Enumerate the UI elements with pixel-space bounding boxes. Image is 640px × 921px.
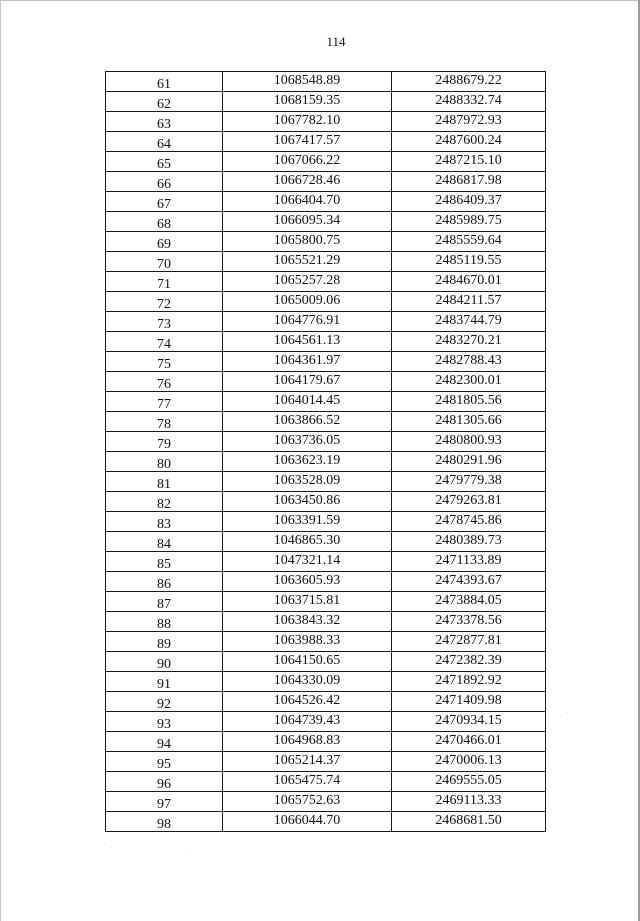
point-number-cell [106,492,223,512]
table-row [106,352,546,372]
y-coordinate-cell [392,72,546,92]
x-coordinate-value: 1065521.29 [273,253,341,268]
table-row [106,272,546,292]
x-coordinate-value: 1063715.81 [273,593,341,608]
x-coordinate-cell [223,772,392,792]
y-coordinate-value: 2488332.74 [435,93,502,108]
y-coordinate-value: 2479263.81 [435,493,502,508]
point-number-value: 67 [157,197,171,212]
point-number-cell [106,92,223,112]
x-coordinate-cell [223,392,392,412]
table-row [106,552,546,572]
x-coordinate-cell [223,212,392,232]
point-number-value: 98 [157,817,171,832]
y-coordinate-cell [392,732,546,752]
y-coordinate-value: 2479779.38 [435,473,502,488]
table-row [106,92,546,112]
x-coordinate-cell [223,72,392,92]
point-number-value: 90 [157,657,171,672]
scan-speck [186,849,187,850]
point-number-value: 64 [157,137,171,152]
point-number-value: 85 [157,557,171,572]
point-number-cell [106,672,223,692]
x-coordinate-cell [223,272,392,292]
y-coordinate-value: 2484670.01 [435,273,502,288]
point-number-value: 61 [157,77,171,92]
point-number-value: 86 [157,577,171,592]
y-coordinate-value: 2488679.22 [435,73,502,88]
point-number-value: 73 [157,317,171,332]
y-coordinate-cell [392,672,546,692]
coordinate-table-body [106,72,546,832]
y-coordinate-value: 2471133.89 [435,553,502,568]
x-coordinate-cell [223,472,392,492]
x-coordinate-cell [223,452,392,472]
x-coordinate-cell [223,512,392,532]
point-number-value: 63 [157,117,171,132]
y-coordinate-cell [392,312,546,332]
y-coordinate-cell [392,472,546,492]
x-coordinate-cell [223,152,392,172]
point-number-value: 69 [157,237,171,252]
y-coordinate-cell [392,112,546,132]
point-number-value: 79 [157,437,171,452]
point-number-value: 70 [157,257,171,272]
x-coordinate-cell [223,732,392,752]
x-coordinate-value: 1064014.45 [273,393,341,408]
table-row [106,792,546,812]
x-coordinate-value: 1065257.28 [273,273,341,288]
x-coordinate-value: 1064361.97 [273,353,341,368]
x-coordinate-value: 1063605.93 [273,573,341,588]
point-number-cell [106,432,223,452]
point-number-cell [106,752,223,772]
x-coordinate-cell [223,652,392,672]
point-number-cell [106,732,223,752]
point-number-value: 97 [157,797,171,812]
y-coordinate-cell [392,752,546,772]
y-coordinate-value: 2480291.96 [435,453,502,468]
point-number-value: 87 [157,597,171,612]
y-coordinate-cell [392,772,546,792]
y-coordinate-value: 2486409.37 [435,193,502,208]
x-coordinate-value: 1063866.52 [273,413,341,428]
x-coordinate-cell [223,632,392,652]
y-coordinate-cell [392,612,546,632]
page-number: 114 [326,34,346,49]
table-row [106,112,546,132]
x-coordinate-value: 1063391.59 [273,513,341,528]
y-coordinate-value: 2487600.24 [435,133,502,148]
x-coordinate-cell [223,352,392,372]
point-number-cell [106,152,223,172]
x-coordinate-cell [223,692,392,712]
y-coordinate-value: 2483744.79 [435,313,502,328]
x-coordinate-cell [223,172,392,192]
table-row [106,292,546,312]
point-number-cell [106,512,223,532]
table-row [106,652,546,672]
point-number-cell [106,352,223,372]
y-coordinate-value: 2472877.81 [435,633,502,648]
y-coordinate-value: 2480389.73 [435,533,502,548]
y-coordinate-cell [392,252,546,272]
point-number-cell [106,212,223,232]
point-number-cell [106,392,223,412]
table-row [106,192,546,212]
table-row [106,392,546,412]
point-number-value: 83 [157,517,171,532]
point-number-value: 75 [157,357,171,372]
point-number-cell [106,552,223,572]
y-coordinate-cell [392,92,546,112]
table-row [106,332,546,352]
point-number-cell [106,252,223,272]
y-coordinate-value: 2478745.86 [435,513,502,528]
x-coordinate-value: 1063450.86 [273,493,341,508]
point-number-value: 76 [157,377,171,392]
x-coordinate-value: 1064526.42 [273,693,341,708]
x-coordinate-cell [223,812,392,832]
x-coordinate-value: 1064968.83 [273,733,341,748]
point-number-value: 94 [157,737,171,752]
point-number-value: 88 [157,617,171,632]
y-coordinate-value: 2470466.01 [435,733,502,748]
point-number-cell [106,792,223,812]
x-coordinate-cell [223,572,392,592]
y-coordinate-cell [392,512,546,532]
x-coordinate-value: 1046865.30 [273,533,341,548]
table-row [106,472,546,492]
y-coordinate-cell [392,212,546,232]
point-number-value: 92 [157,697,171,712]
x-coordinate-cell [223,672,392,692]
table-row [106,252,546,272]
y-coordinate-value: 2473884.05 [435,593,502,608]
point-number-cell [106,812,223,832]
y-coordinate-cell [392,552,546,572]
x-coordinate-value: 1065800.75 [273,233,341,248]
y-coordinate-cell [392,172,546,192]
table-row [106,512,546,532]
y-coordinate-value: 2469555.05 [435,773,502,788]
y-coordinate-value: 2485119.55 [435,253,502,268]
x-coordinate-cell [223,592,392,612]
y-coordinate-cell [392,292,546,312]
x-coordinate-cell [223,332,392,352]
point-number-value: 80 [157,457,171,472]
x-coordinate-cell [223,192,392,212]
table-row [106,632,546,652]
point-number-value: 65 [157,157,171,172]
x-coordinate-cell [223,112,392,132]
point-number-cell [106,312,223,332]
point-number-cell [106,412,223,432]
x-coordinate-value: 1064150.65 [273,653,341,668]
table-row [106,212,546,232]
table-row [106,732,546,752]
x-coordinate-value: 1068548.89 [273,73,341,88]
point-number-value: 89 [157,637,171,652]
x-coordinate-value: 1067782.10 [273,113,341,128]
y-coordinate-cell [392,632,546,652]
x-coordinate-cell [223,252,392,272]
x-coordinate-cell [223,292,392,312]
x-coordinate-value: 1066728.46 [273,173,341,188]
point-number-cell [106,472,223,492]
y-coordinate-cell [392,332,546,352]
point-number-cell [106,532,223,552]
y-coordinate-cell [392,392,546,412]
table-row [106,72,546,92]
point-number-cell [106,192,223,212]
y-coordinate-value: 2471892.92 [435,673,502,688]
y-coordinate-cell [392,692,546,712]
table-row [106,232,546,252]
y-coordinate-value: 2485989.75 [435,213,502,228]
point-number-value: 78 [157,417,171,432]
x-coordinate-cell [223,132,392,152]
x-coordinate-cell [223,532,392,552]
y-coordinate-cell [392,412,546,432]
x-coordinate-value: 1064561.13 [273,333,341,348]
point-number-cell [106,592,223,612]
point-number-cell [106,292,223,312]
table-row [106,772,546,792]
table-row [106,572,546,592]
point-number-cell [106,232,223,252]
x-coordinate-cell [223,432,392,452]
x-coordinate-cell [223,232,392,252]
y-coordinate-cell [392,452,546,472]
point-number-value: 62 [157,97,171,112]
x-coordinate-cell [223,92,392,112]
y-coordinate-cell [392,352,546,372]
y-coordinate-cell [392,372,546,392]
table-row [106,172,546,192]
x-coordinate-cell [223,492,392,512]
table-row [106,692,546,712]
y-coordinate-cell [392,432,546,452]
y-coordinate-cell [392,572,546,592]
x-coordinate-value: 1065009.06 [273,293,341,308]
point-number-cell [106,72,223,92]
point-number-value: 95 [157,757,171,772]
x-coordinate-cell [223,372,392,392]
x-coordinate-value: 1063843.32 [273,613,341,628]
x-coordinate-cell [223,792,392,812]
y-coordinate-value: 2487972.93 [435,113,502,128]
y-coordinate-value: 2484211.57 [435,293,502,308]
x-coordinate-value: 1064776.91 [273,313,341,328]
x-coordinate-value: 1065475.74 [273,773,341,788]
scan-speck [110,847,111,848]
y-coordinate-value: 2472382.39 [435,653,502,668]
table-row [106,372,546,392]
x-coordinate-value: 1066404.70 [273,193,341,208]
table-row [106,312,546,332]
y-coordinate-value: 2470934.15 [435,713,502,728]
y-coordinate-value: 2470006.13 [435,753,502,768]
y-coordinate-cell [392,192,546,212]
x-coordinate-value: 1065752.63 [273,793,341,808]
point-number-value: 93 [157,717,171,732]
y-coordinate-cell [392,532,546,552]
point-number-cell [106,652,223,672]
table-row [106,492,546,512]
table-row [106,812,546,832]
table-row [106,132,546,152]
y-coordinate-cell [392,712,546,732]
y-coordinate-value: 2485559.64 [435,233,502,248]
table-row [106,612,546,632]
y-coordinate-cell [392,492,546,512]
y-coordinate-value: 2480800.93 [435,433,502,448]
point-number-cell [106,772,223,792]
x-coordinate-cell [223,552,392,572]
point-number-value: 96 [157,777,171,792]
y-coordinate-value: 2471409.98 [435,693,502,708]
point-number-cell [106,712,223,732]
table-row [106,592,546,612]
table-row [106,712,546,732]
point-number-cell [106,632,223,652]
x-coordinate-value: 1068159.35 [273,93,341,108]
x-coordinate-cell [223,612,392,632]
x-coordinate-value: 1067417.57 [273,133,341,148]
y-coordinate-cell [392,152,546,172]
y-coordinate-value: 2481305.66 [435,413,502,428]
y-coordinate-value: 2474393.67 [435,573,502,588]
x-coordinate-value: 1065214.37 [273,753,341,768]
table-row [106,152,546,172]
point-number-value: 74 [157,337,171,352]
point-number-value: 68 [157,217,171,232]
scan-speck [566,712,567,713]
point-number-cell [106,112,223,132]
y-coordinate-cell [392,132,546,152]
point-number-value: 84 [157,537,171,552]
table-row [106,672,546,692]
y-coordinate-value: 2468681.50 [435,813,502,828]
y-coordinate-value: 2481805.56 [435,393,502,408]
point-number-cell [106,332,223,352]
point-number-cell [106,452,223,472]
point-number-cell [106,612,223,632]
y-coordinate-cell [392,592,546,612]
x-coordinate-value: 1063736.05 [273,433,341,448]
y-coordinate-value: 2482300.01 [435,373,502,388]
y-coordinate-value: 2483270.21 [435,333,502,348]
scan-edge-left [0,0,1,921]
x-coordinate-value: 1063988.33 [273,633,341,648]
coordinate-table [105,71,546,832]
x-coordinate-cell [223,752,392,772]
table-row [106,452,546,472]
point-number-cell [106,172,223,192]
table-row [106,412,546,432]
y-coordinate-value: 2482788.43 [435,353,502,368]
point-number-cell [106,372,223,392]
y-coordinate-value: 2473378.56 [435,613,502,628]
point-number-value: 77 [157,397,171,412]
y-coordinate-cell [392,272,546,292]
x-coordinate-value: 1066095.34 [273,213,341,228]
x-coordinate-cell [223,712,392,732]
x-coordinate-value: 1063623.19 [273,453,341,468]
table-row [106,752,546,772]
y-coordinate-value: 2486817.98 [435,173,502,188]
point-number-cell [106,572,223,592]
point-number-value: 72 [157,297,171,312]
x-coordinate-value: 1066044.70 [273,813,341,828]
y-coordinate-value: 2469113.33 [435,793,502,808]
x-coordinate-value: 1063528.09 [273,473,341,488]
x-coordinate-cell [223,312,392,332]
x-coordinate-value: 1064739.43 [273,713,341,728]
point-number-value: 82 [157,497,171,512]
y-coordinate-value: 2487215.10 [435,153,502,168]
point-number-cell [106,132,223,152]
point-number-value: 81 [157,477,171,492]
point-number-cell [106,692,223,712]
x-coordinate-value: 1064179.67 [273,373,341,388]
point-number-cell [106,272,223,292]
x-coordinate-value: 1064330.09 [273,673,341,688]
table-row [106,432,546,452]
point-number-value: 91 [157,677,171,692]
point-number-value: 71 [157,277,171,292]
y-coordinate-cell [392,812,546,832]
x-coordinate-cell [223,412,392,432]
point-number-value: 66 [157,177,171,192]
y-coordinate-cell [392,232,546,252]
table-row [106,532,546,552]
x-coordinate-value: 1047321.14 [273,553,341,568]
y-coordinate-cell [392,792,546,812]
scan-edge-top [0,0,640,1]
y-coordinate-cell [392,652,546,672]
x-coordinate-value: 1067066.22 [273,153,341,168]
